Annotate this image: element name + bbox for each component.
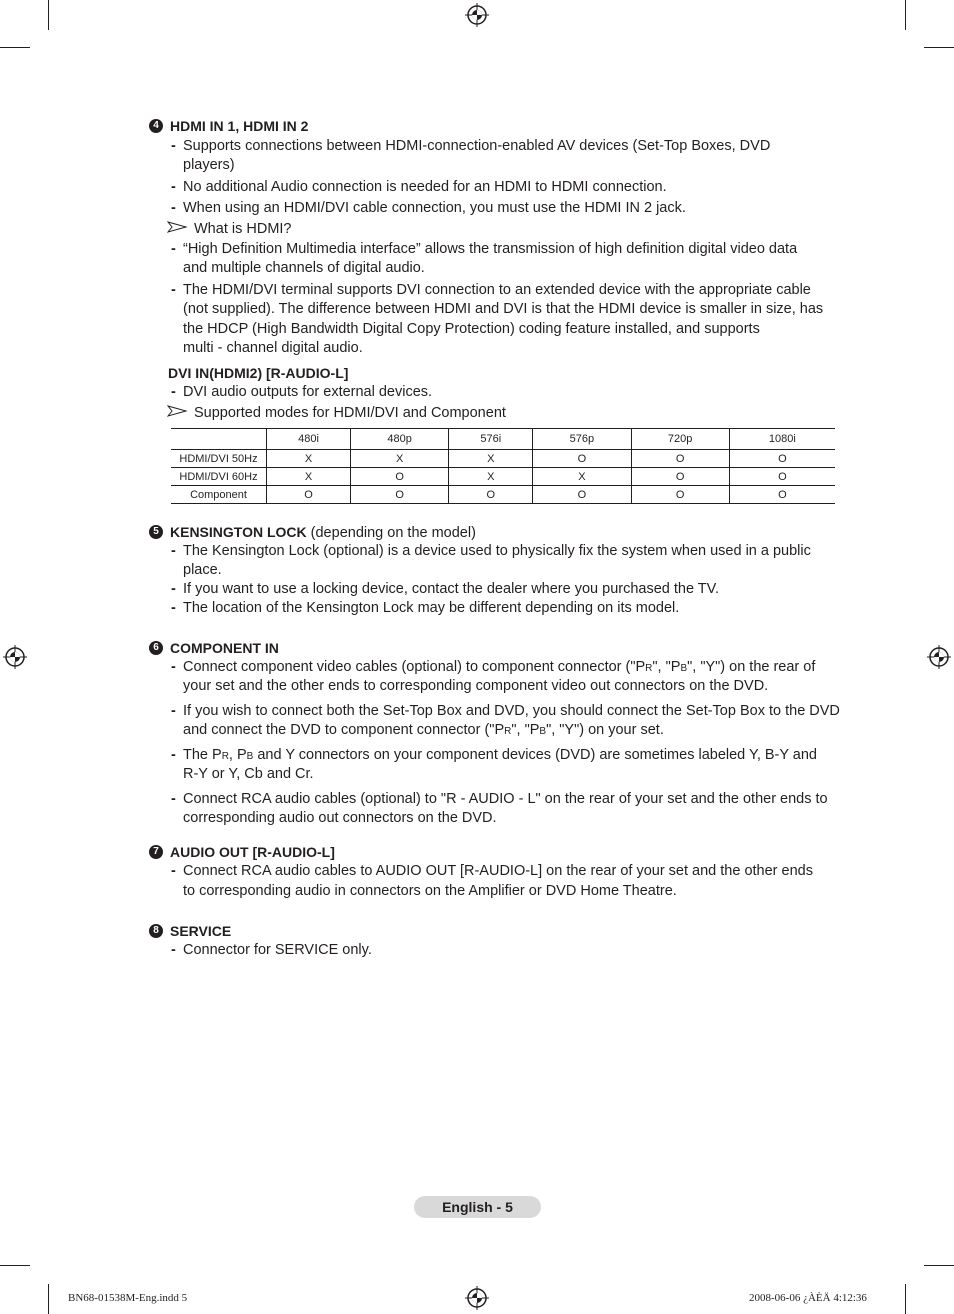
section-title-service: SERVICE [170,923,232,939]
table-row [171,468,835,486]
bullet-dash: - [171,241,176,257]
bullet-text: If you want to use a locking device, contact the dealer where you purchased the TV. [183,581,720,597]
supported-modes-table [171,428,835,504]
crop-mark [905,1284,906,1314]
bullet-dash: - [171,791,176,807]
bullet-text: If you wish to connect both the Set-Top Box and DVD, you should connect the Set-Top Box to the DVD [183,703,840,719]
bullet-text: DVI audio outputs for external devices. [183,384,433,400]
registration-mark-icon [927,645,951,669]
table-header-row [171,429,835,450]
section-number-badge: 6 [149,641,163,655]
table-cell: HDMI/DVI 60Hz [171,468,267,486]
section-title-component: COMPONENT IN [170,640,279,656]
table-row [171,486,835,504]
crop-mark [48,0,49,30]
registration-mark-icon [465,1286,489,1310]
table-cell: Component [171,486,267,504]
footer-filename: BN68-01538M-Eng.indd 5 [68,1292,188,1304]
bullet-text: R-Y or Y, Cb and Cr. [183,766,314,782]
bullet-text: the HDCP (High Bandwidth Digital Copy Protection) coding feature installed, and supports [183,321,760,337]
bullet-text: and multiple channels of digital audio. [183,260,425,276]
bullet-text: No additional Audio connection is needed for an HDMI to HDMI connection. [183,179,667,195]
table-cell: O [449,486,533,504]
bullet-dash: - [171,942,176,958]
bullet-text: (not supplied). The difference between HDMI and DVI is that the HDMI device is smaller in size, has [183,301,824,317]
text-run: , P [228,747,247,763]
section-number-badge: 8 [149,924,163,938]
bullet-dash: - [171,747,176,763]
crop-mark [905,0,906,30]
bullet-text: your set and the other ends to corresponding component video out connectors on the DVD. [183,678,769,694]
bullet-dash: - [171,659,176,675]
section-title-audio-out: AUDIO OUT [R-AUDIO-L] [170,844,335,860]
crop-mark [0,1265,30,1266]
bullet-text: When using an HDMI/DVI cable connection, you must use the HDMI IN 2 jack. [183,200,686,216]
table-cell: O [351,468,449,486]
bullet-text: The Kensington Lock (optional) is a device used to physically fix the system when used in a public [183,543,811,559]
bullet-text: The location of the Kensington Lock may be different depending on its model. [183,600,680,616]
table-header-cell: 720p [631,429,729,450]
crop-mark [924,1265,954,1266]
section-number-badge: 7 [149,845,163,859]
bullet-dash: - [171,384,176,400]
text-run: and connect the DVD to component connector ("P [183,722,505,738]
table-cell: O [631,486,729,504]
table-cell: O [631,450,729,468]
table-cell: O [267,486,351,504]
table-cell: X [267,450,351,468]
bullet-text: Connector for SERVICE only. [183,942,372,958]
note-arrow-icon [167,405,187,417]
table-header-cell: 1080i [729,429,835,450]
text-run: ", "Y") on the rear of [687,659,816,675]
table-header-cell: 480i [267,429,351,450]
bullet-text [183,721,664,741]
subscript: R [221,751,229,762]
section-title-dvi: DVI IN(HDMI2) [R-AUDIO-L] [168,365,349,381]
table-cell: X [351,450,449,468]
text-run: ", "P [511,722,540,738]
footer-timestamp: 2008-06-06 ¿ÀÈÄ 4:12:36 [749,1292,867,1304]
subscript: R [504,726,512,737]
table-header-cell: 576p [533,429,631,450]
table-cell: O [729,468,835,486]
section-number-badge: 5 [149,525,163,539]
table-cell: X [449,450,533,468]
text-run: ", "P [652,659,681,675]
bullet-text: Connect RCA audio cables to AUDIO OUT [R-AUDIO-L] on the rear of your set and the other ends [183,863,813,879]
bullet-text: Supports connections between HDMI-connection-enabled AV devices (Set-Top Boxes, DVD [183,138,771,154]
crop-mark [48,1284,49,1314]
subscript: B [246,751,254,762]
bullet-text: place. [183,562,222,578]
bullet-dash: - [171,138,176,154]
bullet-dash: - [171,863,176,879]
subscript: B [680,663,688,674]
table-header-cell: 576i [449,429,533,450]
bullet-text: players) [183,157,235,173]
registration-mark-icon [465,3,489,27]
table-header-cell: 480p [351,429,449,450]
table-cell: O [351,486,449,504]
table-cell: O [533,486,631,504]
text-run: Connect component video cables (optional) to component connector ("P [183,659,646,675]
subscript: R [645,663,653,674]
table-cell: O [729,486,835,504]
table-cell: HDMI/DVI 50Hz [171,450,267,468]
bullet-text [183,658,815,678]
subscript: B [539,726,547,737]
text-run: and Y connectors on your component devices (DVD) are sometimes labeled Y, B-Y and [253,747,818,763]
table-cell: O [533,450,631,468]
bullet-text [183,746,817,766]
text-run: The P [183,747,222,763]
page-number-label: English - 5 [414,1196,541,1218]
bullet-text: multi - channel digital audio. [183,340,363,356]
bullet-text: to corresponding audio in connectors on the Amplifier or DVD Home Theatre. [183,883,677,899]
bullet-dash: - [171,200,176,216]
table-cell: X [267,468,351,486]
section-title-kensington [170,523,476,543]
note-arrow-icon [167,221,187,233]
bullet-dash: - [171,179,176,195]
section-title-hdmi: HDMI IN 1, HDMI IN 2 [170,118,309,134]
bullet-text: “High Definition Multimedia interface” allows the transmission of high definition digital video data [183,241,798,257]
bullet-dash: - [171,543,176,559]
bullet-dash: - [171,282,176,298]
bullet-text: Connect RCA audio cables (optional) to "R - AUDIO - L" on the rear of your set and the other ends to [183,791,828,807]
section-title-suffix: (depending on the model) [306,525,476,541]
table-header-cell [171,429,267,450]
bullet-text: corresponding audio out connectors on the DVD. [183,810,497,826]
table-cell: X [533,468,631,486]
registration-mark-icon [3,645,27,669]
table-cell: O [729,450,835,468]
bullet-dash: - [171,581,176,597]
table-cell: O [631,468,729,486]
bullet-dash: - [171,703,176,719]
table-row [171,450,835,468]
bullet-text: The HDMI/DVI terminal supports DVI connection to an extended device with the appropriate cable [183,282,811,298]
text-run: ", "Y") on your set. [546,722,664,738]
crop-mark [0,47,30,48]
table-cell: X [449,468,533,486]
section-number-badge: 4 [149,119,163,133]
crop-mark [924,47,954,48]
section-title-text: KENSINGTON LOCK [170,524,307,540]
note-text: Supported modes for HDMI/DVI and Component [194,405,506,421]
bullet-dash: - [171,600,176,616]
note-text: What is HDMI? [194,221,292,237]
